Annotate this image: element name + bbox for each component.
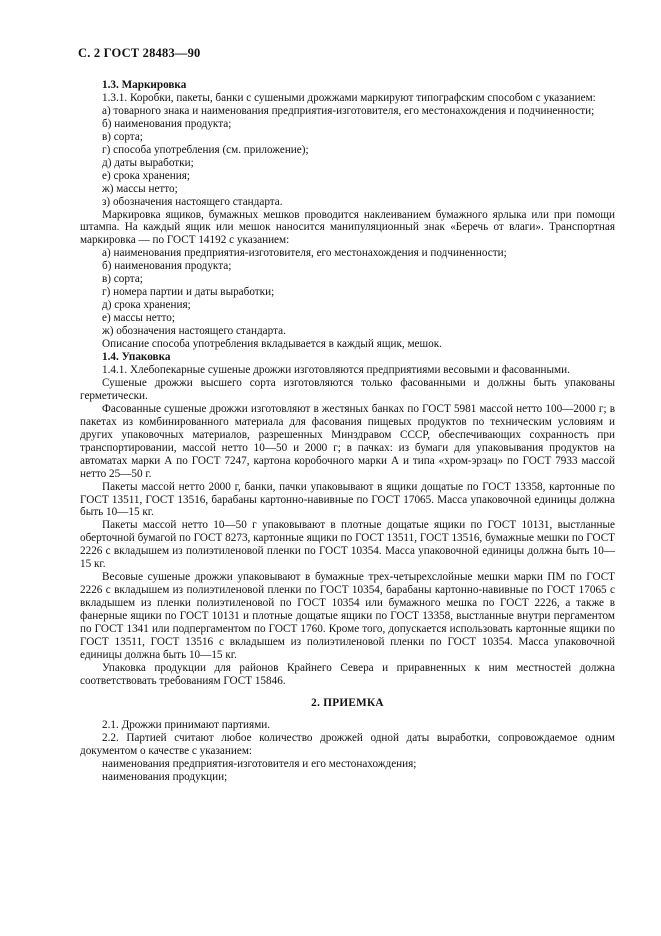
list-item: наименования продукции; bbox=[102, 770, 228, 783]
packaging-paragraph: Сушеные дрожжи высшего сорта изготовляются только фасованными и должны быть упакованы герметически. bbox=[80, 376, 615, 402]
list-item: ж) обозначения настоящего стандарта. bbox=[102, 325, 286, 338]
document-body bbox=[80, 79, 615, 784]
packaging-paragraph: Упаковка продукции для районов Крайнего Севера и приравненных к ним местностей должна соответствовать требованиям ГОСТ 15846. bbox=[80, 661, 615, 687]
list-item: д) даты выработки; bbox=[102, 156, 194, 169]
list-item: наименования предприятия-изготовителя и его местонахождения; bbox=[102, 757, 417, 770]
list-item: б) наименования продукта; bbox=[102, 260, 232, 273]
list-item: ж) массы нетто; bbox=[102, 182, 178, 195]
list-item: а) товарного знака и наименования предприятия-изготовителя, его местонахождения и подчиненности; bbox=[102, 104, 595, 117]
list-item: в) сорта; bbox=[102, 273, 143, 286]
clause-1-3-1: 1.3.1. Коробки, пакеты, банки с сушеными дрожжами маркируют типографским способом с указанием: bbox=[102, 91, 596, 104]
transport-marking-paragraph: Маркировка ящиков, бумажных мешков проводится наклеиванием бумажного ярлыка или при помощи штампа. На каждый ящик или мешок наносится манипуляционный знак «Беречь от влаги». Транспортная маркировка — по ГОСТ 14192 с указанием: bbox=[80, 208, 615, 247]
usage-description-paragraph: Описание способа употребления вкладывается в каждый ящик, мешок. bbox=[102, 338, 442, 351]
packaging-paragraph: Весовые сушеные дрожжи упаковывают в бумажные трех-четырехслойные мешки марки ПМ по ГОСТ 2226 с вкладышем из полиэтиленовой пленки по ГОСТ 10354, барабаны картонно-навивные по ГОСТ 17065 с вкладышем из пленки полиэтиленовой по ГОСТ 10354 или бумажного мешка по ГОСТ 2226, а также в фанерные ящики по ГОСТ 10131 и плотные дощатые ящики по ГОСТ 13358, выстланные внутри пергаментом по ГОСТ 1341 или подпергаментом по ГОСТ 1760. Кроме того, допускается использовать картонные ящики по ГОСТ 13511, ГОСТ 13516 с вкладышем из полиэтиленовой пленки по ГОСТ 10354. Масса упаковочной единицы должна быть 10—15 кг. bbox=[80, 571, 615, 661]
list-item: в) сорта; bbox=[102, 130, 143, 143]
section-2-title: 2. ПРИЕМКА bbox=[311, 696, 384, 709]
list-item: е) срока хранения; bbox=[102, 169, 191, 182]
packaging-paragraph: 1.4.1. Хлебопекарные сушеные дрожжи изготовляются предприятиями весовыми и фасованными. bbox=[102, 363, 570, 376]
page-header: С. 2 ГОСТ 28483—90 bbox=[78, 46, 201, 60]
list-item: е) массы нетто; bbox=[102, 312, 175, 325]
list-item: а) наименования предприятия-изготовителя, его местонахождения и подчиненности; bbox=[102, 247, 507, 260]
section-1-4-title: 1.4. Упаковка bbox=[102, 351, 171, 364]
clause-2-1: 2.1. Дрожжи принимают партиями. bbox=[102, 718, 271, 731]
clause-2-2: 2.2. Партией считают любое количество дрожжей одной даты выработки, сопровождаемое одним документом о качестве с указанием: bbox=[80, 731, 615, 757]
packaging-paragraph: Фасованные сушеные дрожжи изготовляют в жестяных банках по ГОСТ 5981 массой нетто 100—2000 г; в пакетах из комбинированного материала для фасования пищевых продуктов по техническим условиям и других упаковочных материалов, разрешенных Минздравом СССР, обеспечивающих сохранность при транспортировании, массой нетто 10—50 и 2000 г; в пачках: из бумаги для упаковывания продуктов на автоматах марки А по ГОСТ 7247, картона коробочного марки А и типа «хром-эрзац» по ГОСТ 7933 массой нетто 25—50 г. bbox=[80, 402, 615, 480]
list-item: д) срока хранения; bbox=[102, 299, 191, 312]
packaging-paragraph: Пакеты массой нетто 10—50 г упаковывают в плотные дощатые ящики по ГОСТ 10131, выстланные оберточной бумагой по ГОСТ 8273, картонные ящики по ГОСТ 13511, ГОСТ 13516, бумажные мешки по ГОСТ 2226 с вкладышем из полиэтиленовой пленки по ГОСТ 10354. Масса упаковочной единицы должна быть 10—15 кг. bbox=[80, 519, 615, 571]
list-item: б) наименования продукта; bbox=[102, 117, 232, 130]
list-item: г) способа употребления (см. приложение); bbox=[102, 143, 309, 156]
list-item: г) номера партии и даты выработки; bbox=[102, 286, 275, 299]
list-item: з) обозначения настоящего стандарта. bbox=[102, 195, 283, 208]
packaging-paragraph: Пакеты массой нетто 2000 г, банки, пачки упаковывают в ящики дощатые по ГОСТ 13358, картонные по ГОСТ 13511, ГОСТ 13516, барабаны картонно-навивные по ГОСТ 17065. Масса упаковочной единицы должна быть 10—15 кг. bbox=[80, 480, 615, 519]
section-1-3-title: 1.3. Маркировка bbox=[102, 79, 187, 91]
